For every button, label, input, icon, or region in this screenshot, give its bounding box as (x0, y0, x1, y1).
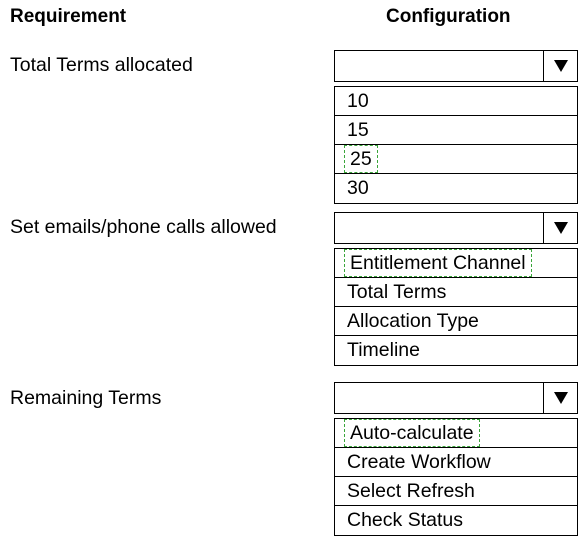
dropdown-arrow-icon[interactable] (543, 383, 577, 413)
dropdown-option[interactable]: Total Terms (335, 278, 577, 307)
dropdown-select-box[interactable] (334, 382, 578, 414)
dropdown-option[interactable]: Allocation Type (335, 307, 577, 336)
dropdown-option[interactable]: Create Workflow (335, 448, 577, 477)
requirement-column-header: Requirement (10, 6, 127, 27)
dropdown-option-selected[interactable]: 25 (335, 145, 577, 174)
requirement-label-total-terms: Total Terms allocated (10, 54, 193, 76)
dropdown-arrow-icon[interactable] (543, 51, 577, 81)
dropdown-option[interactable]: Check Status (347, 509, 463, 531)
dropdown-option[interactable]: 15 (335, 116, 577, 145)
requirement-label-emails-calls: Set emails/phone calls allowed (10, 216, 277, 238)
dropdown-option[interactable]: 30 (347, 177, 369, 199)
dropdown-select-box[interactable] (334, 50, 578, 82)
dropdown-option-selected[interactable]: Auto-calculate (335, 419, 577, 448)
dropdown-options (334, 86, 578, 204)
dropdown-arrow-icon[interactable] (543, 213, 577, 243)
configuration-column-header: Configuration (386, 6, 511, 27)
dropdown-option[interactable]: Timeline (347, 339, 420, 361)
dropdown-select-box[interactable] (334, 212, 578, 244)
dropdown-emails-calls[interactable] (334, 212, 578, 366)
dropdown-option[interactable]: Select Refresh (335, 477, 577, 506)
requirement-label-remaining-terms: Remaining Terms (10, 387, 162, 409)
dropdown-option[interactable]: 10 (335, 87, 577, 116)
dropdown-total-terms[interactable] (334, 50, 578, 204)
dropdown-option-selected[interactable]: Entitlement Channel (335, 249, 577, 278)
dropdown-options (334, 418, 578, 536)
dropdown-remaining-terms[interactable] (334, 382, 578, 536)
dropdown-options (334, 248, 578, 366)
